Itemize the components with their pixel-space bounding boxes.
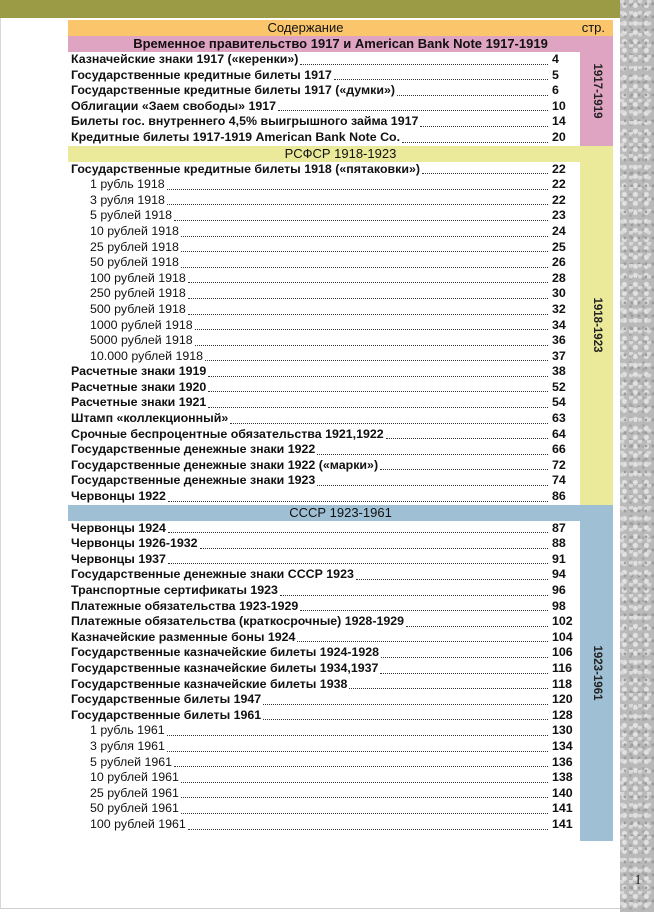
page-bottom-edge [0,908,620,909]
page-left-edge [0,18,1,908]
entry-title: Червонцы 1937 [71,551,166,566]
entry-page-number: 22 [552,161,566,176]
entry-page-number: 141 [552,801,573,816]
section-title: СССР 1923-1961 [289,504,392,520]
page-number: 1 [634,873,640,888]
entry-page-number: 130 [552,723,573,738]
section-title-bar [68,505,613,521]
section-tab-label: 1923-1961 [590,645,603,701]
dot-leader [167,748,548,752]
dot-leader [422,170,548,174]
toc-entry[interactable] [68,630,580,646]
dot-leader [278,107,548,111]
entry-title: Срочные беспроцентные обязательства 1921,1922 [71,426,384,441]
dot-leader [300,61,548,65]
dot-leader [195,342,548,346]
section-tab-label: 1918-1923 [590,297,603,353]
dot-leader [317,482,548,486]
dot-leader [263,716,548,720]
entry-title: 10.000 рублей 1918 [90,348,204,363]
entry-title: Государственные казначейские билеты 1924-1928 [71,645,380,660]
toc-entry[interactable] [68,458,580,474]
toc-entry[interactable] [68,99,580,115]
dot-leader [167,186,548,190]
toc-entry[interactable] [68,521,580,537]
dot-leader [168,498,548,502]
toc-header-row [68,20,613,36]
toc-sections [68,36,613,833]
toc-entry[interactable] [68,614,580,630]
entry-page-number: 98 [552,598,566,613]
entry-page-number: 116 [552,660,572,675]
entry-title: 5000 рублей 1918 [90,333,193,348]
toc-entry[interactable] [68,817,580,833]
toc-entry[interactable] [68,68,580,84]
top-color-band [0,0,620,18]
entry-title: Государственные билеты 1961 [71,707,262,722]
toc-entry[interactable] [68,583,580,599]
toc-entry[interactable] [68,661,580,677]
toc-entry[interactable] [68,240,580,256]
dot-leader [349,685,548,689]
entry-title: Государственные денежные знаки СССР 1923 [71,567,354,582]
entry-page-number: 30 [552,286,566,301]
entry-title: 500 рублей 1918 [90,301,186,316]
decorative-texture-strip [620,0,654,912]
toc-entry[interactable] [68,130,580,146]
toc-entry[interactable] [68,552,580,568]
entry-title: 100 рублей 1918 [90,270,186,285]
section-side-tab [580,36,613,146]
entry-title: Червонцы 1924 [71,520,166,535]
entry-title: Платежные обязательства (краткосрочные) 1928-1929 [71,614,405,629]
toc-entry[interactable] [68,271,580,287]
page-corner-mark [622,866,652,890]
entry-page-number: 23 [552,208,566,223]
toc-section [68,36,613,146]
entry-page-number: 22 [552,177,566,192]
toc-entry[interactable] [68,318,580,334]
entry-page-number: 34 [552,317,566,332]
dot-leader [297,638,548,642]
toc-entry[interactable] [68,708,580,724]
dot-leader [195,326,548,330]
entry-title: Расчетные знаки 1920 [71,379,207,394]
entry-page-number: 38 [552,364,566,379]
entry-title: Государственные кредитные билеты 1917 («думки») [71,83,395,98]
entry-page-number: 118 [552,676,572,691]
entry-title: 1000 рублей 1918 [90,317,193,332]
entry-title: Государственные денежные знаки 1922 [71,442,316,457]
entry-title: Платежные обязательства 1923-1929 [71,598,299,613]
entry-title: 1 рубль 1918 [90,177,165,192]
entry-title: Казначейские разменные боны 1924 [71,629,296,644]
entry-page-number: 72 [552,457,566,472]
toc-entry[interactable] [68,224,580,240]
toc-entry[interactable] [68,786,580,802]
toc-entry[interactable] [68,427,580,443]
dot-leader [181,810,548,814]
toc-entry[interactable] [68,380,580,396]
dot-leader [168,529,548,533]
entry-title: 10 рублей 1961 [90,770,179,785]
entry-title: Государственные билеты 1947 [71,692,262,707]
dot-leader [181,779,548,783]
dot-leader [188,295,548,299]
section-entries [68,52,580,146]
page-column-label: стр. [581,20,605,35]
section-entries [68,162,580,505]
entry-page-number: 54 [552,395,566,410]
entry-page-number: 25 [552,239,566,254]
dot-leader [205,357,548,361]
entry-title: 5 рублей 1918 [90,208,173,223]
entry-title: Расчетные знаки 1921 [71,395,207,410]
toc-entry[interactable] [68,473,580,489]
toc-entry[interactable] [68,208,580,224]
entry-title: 5 рублей 1961 [90,754,173,769]
entry-title: Кредитные билеты 1917-1919 American Bank Note Co. [71,129,401,144]
entry-title: 3 рубля 1961 [90,738,165,753]
entry-title: 1 рубль 1961 [90,723,165,738]
toc-entry[interactable] [68,255,580,271]
dot-leader [317,451,548,455]
section-title: Временное правительство 1917 и American Bank Note 1917-1919 [133,36,548,51]
toc-entry[interactable] [68,349,580,365]
toc-entry[interactable] [68,692,580,708]
entry-title: Облигации «Заем свободы» 1917 [71,98,277,113]
section-title: РСФСР 1918-1923 [284,145,397,161]
section-title-bar [68,36,613,52]
toc-entry[interactable] [68,52,580,68]
dot-leader [200,545,548,549]
dot-leader [420,123,548,127]
dot-leader [263,701,548,705]
entry-page-number: 10 [552,98,566,113]
dot-leader [188,311,548,315]
entry-title: Государственные казначейские билеты 1938 [71,676,348,691]
table-of-contents [68,20,613,833]
toc-entry[interactable] [68,801,580,817]
entry-page-number: 96 [552,583,566,597]
dot-leader [386,435,548,439]
toc-entry[interactable] [68,364,580,380]
toc-entry[interactable] [68,723,580,739]
dot-leader [188,279,548,283]
entry-title: Расчетные знаки 1919 [71,364,207,379]
dot-leader [380,466,548,470]
entry-page-number: 5 [552,67,559,82]
dot-leader [168,560,548,564]
toc-entry[interactable] [68,395,580,411]
entry-title: 25 рублей 1918 [90,239,179,254]
dot-leader [181,794,548,798]
dot-leader [181,264,548,268]
dot-leader [167,201,548,205]
entry-title: Червонцы 1926-1932 [71,536,198,551]
entry-page-number: 102 [552,614,573,629]
dot-leader [174,763,548,767]
entry-page-number: 138 [552,770,573,785]
section-tab-label: 1917-1919 [590,63,603,119]
entry-title: Государственные денежные знаки 1922 («марки») [71,457,379,472]
entry-title: 250 рублей 1918 [90,286,186,301]
entry-page-number: 128 [552,707,573,722]
entry-page-number: 24 [552,223,566,238]
dot-leader [381,654,548,658]
toc-entry[interactable] [68,755,580,771]
entry-title: Государственные казначейские билеты 1934,1937 [71,660,379,675]
dot-leader [188,826,548,830]
entry-page-number: 106 [552,645,573,660]
toc-entry[interactable] [68,567,580,583]
dot-leader [208,404,548,408]
entry-title: 50 рублей 1961 [90,801,179,816]
entry-title: Казначейские знаки 1917 («керенки») [71,52,299,66]
dot-leader [300,607,548,611]
entry-page-number: 134 [552,738,573,753]
entry-title: 3 рубля 1918 [90,192,165,207]
entry-page-number: 86 [552,489,566,504]
entry-page-number: 52 [552,379,566,394]
entry-page-number: 37 [552,348,566,363]
dot-leader [402,139,548,143]
dot-leader [208,388,548,392]
toc-entry[interactable] [68,411,580,427]
toc-entry[interactable] [68,114,580,130]
toc-title: Содержание [267,20,344,35]
toc-entry[interactable] [68,442,580,458]
entry-page-number: 140 [552,785,573,800]
entry-title: Транспортные сертификаты 1923 [71,583,278,597]
section-entries [68,521,580,833]
entry-page-number: 136 [552,754,573,769]
dot-leader [208,373,548,377]
entry-page-number: 20 [552,129,566,144]
toc-entry[interactable] [68,162,580,178]
toc-entry[interactable] [68,177,580,193]
dot-leader [397,92,548,96]
entry-page-number: 4 [552,52,559,66]
dot-leader [406,623,548,627]
entry-page-number: 104 [552,629,573,644]
dot-leader [174,217,548,221]
entry-page-number: 87 [552,520,566,535]
entry-title: Билеты гос. внутреннего 4,5% выигрышного займа 1917 [71,114,419,129]
dot-leader [380,670,548,674]
toc-entry[interactable] [68,193,580,209]
entry-page-number: 22 [552,192,566,207]
section-side-tab [580,146,613,505]
dot-leader [334,76,548,80]
toc-entry[interactable] [68,286,580,302]
entry-page-number: 32 [552,301,566,316]
toc-entry[interactable] [68,489,580,505]
toc-entry[interactable] [68,645,580,661]
toc-entry[interactable] [68,302,580,318]
entry-title: 100 рублей 1961 [90,816,186,831]
entry-title: Червонцы 1922 [71,489,166,504]
entry-page-number: 74 [552,473,566,488]
section-title-bar [68,146,613,162]
dot-leader [280,592,548,596]
entry-page-number: 141 [552,816,573,831]
entry-title: Штамп «коллекционный» [71,411,229,426]
dot-leader [167,732,548,736]
entry-page-number: 36 [552,333,566,348]
section-side-tab [580,505,613,841]
entry-page-number: 64 [552,426,566,441]
entry-page-number: 28 [552,270,566,285]
entry-title: Государственные денежные знаки 1923 [71,473,316,488]
entry-page-number: 26 [552,255,566,270]
dot-leader [181,248,548,252]
entry-page-number: 6 [552,83,559,98]
dot-leader [356,576,548,580]
toc-section [68,505,613,833]
toc-entry[interactable] [68,677,580,693]
entry-title: 25 рублей 1961 [90,785,179,800]
entry-page-number: 63 [552,411,566,426]
entry-page-number: 14 [552,114,566,129]
toc-entry[interactable] [68,83,580,99]
entry-title: Государственные кредитные билеты 1917 [71,67,332,82]
toc-entry[interactable] [68,599,580,615]
toc-entry[interactable] [68,536,580,552]
toc-entry[interactable] [68,770,580,786]
entry-page-number: 91 [552,551,566,566]
entry-page-number: 120 [552,692,573,707]
entry-title: Государственные кредитные билеты 1918 («пятаковки») [71,161,420,176]
entry-page-number: 94 [552,567,566,582]
entry-page-number: 88 [552,536,566,551]
entry-page-number: 66 [552,442,566,457]
toc-entry[interactable] [68,333,580,349]
entry-title: 10 рублей 1918 [90,223,179,238]
entry-title: 50 рублей 1918 [90,255,179,270]
toc-entry[interactable] [68,739,580,755]
dot-leader [181,233,548,237]
dot-leader [230,420,548,424]
toc-section [68,146,613,505]
